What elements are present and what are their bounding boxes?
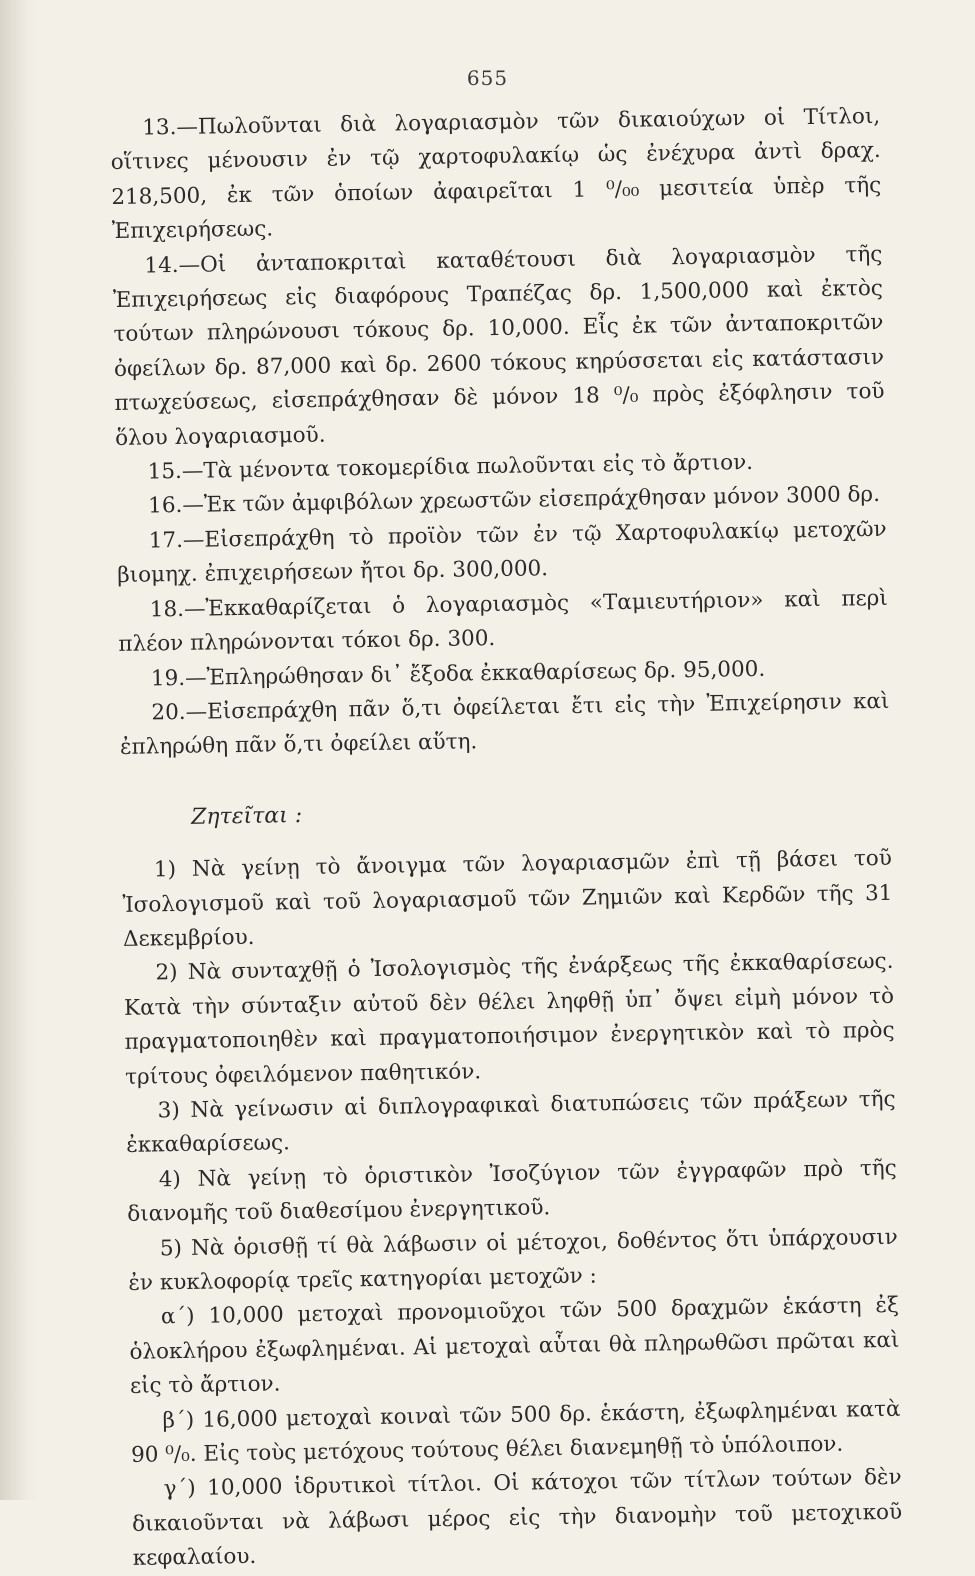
question-2: 2) Νὰ συνταχθῇ ὁ Ἰσολογισμὸς τῆς ἐνάρξεως τῆς ἐκκαθαρίσεως. Κατὰ τὴν σύνταξιν αὐτοῦ δὲν θέλει ληφθῇ ὑπ᾿ ὄψει εἰμὴ μόνον τὸ πραγματοποιηθὲν καὶ πραγματοποιήσιμον ἐνεργητικὸν καὶ τὸ πρὸς τρίτους ὀφειλόμενον παθητικόν. <box>123 949 895 1090</box>
share-category-b: β΄) 16,000 μετοχαὶ κοιναὶ τῶν 500 δρ. ἑκάστη, ἐξωφλημέναι κατὰ 90 ⁰/₀. Εἰς τοὺς μετόχους τούτους θέλει διανεμηθῇ τὸ ὑπόλοιπον. <box>130 1396 901 1468</box>
question-1: 1) Νὰ γείνῃ τὸ ἄνοιγμα τῶν λογαριασμῶν ἐπὶ τῇ βάσει τοῦ Ἰσολογισμοῦ καὶ τοῦ λογαριασμοῦ τῶν Ζημιῶν καὶ Κερδῶν τῆς 31 Δεκεμβρίου. <box>122 845 893 952</box>
item-13: 13.—Πωλοῦνται διὰ λογαριασμὸν τῶν δικαιούχων οἱ Τίτλοι, οἵτινες μένουσιν ἐν τῷ χαρτοφυλακίῳ ὡς ἐνέχυρα ἀντὶ δραχ. 218,500, ἐκ τῶν ὁποίων ἀφαιρεῖται 1 ⁰/₀₀ μεσιτεία ὑπὲρ τῆς Ἐπιχειρήσεως. <box>110 103 882 245</box>
item-17: 17.—Εἰσεπράχθη τὸ προϊὸν τῶν ἐν τῷ Χαρτοφυλακίῳ μετοχῶν βιομηχ. ἐπιχειρήσεων ἤτοι δρ. 300,000. <box>117 516 887 589</box>
item-18: 18.—Ἐκκαθαρίζεται ὁ λογαριασμὸς «Ταμιευτήριον» καὶ περὶ πλέον πληρώνονται τόκοι δρ. 300. <box>118 585 888 658</box>
share-category-a: α΄) 10,000 μετοχαὶ προνομιοῦχοι τῶν 500 δραχμῶν ἑκάστη ἐξ ὁλοκλήρου ἐξωφλημέναι. Αἱ μετοχαὶ αὗται θὰ πληρωθῶσι πρῶται καὶ εἰς τὸ ἄρτιον. <box>129 1293 900 1400</box>
item-20: 20.—Εἰσεπράχθη πᾶν ὅ,τι ὀφείλεται ἔτι εἰς τὴν Ἐπιχείρησιν καὶ ἐπληρώθη πᾶν ὅ,τι ὀφείλει αὕτη. <box>119 688 890 761</box>
question-3: 3) Νὰ γείνωσιν αἱ διπλογραφικαὶ διατυπώσεις τῶν πράξεων τῆς ἐκκαθαρίσεως. <box>126 1086 896 1159</box>
requirements-heading: Ζητεῖται : <box>190 802 303 830</box>
page-number: 655 <box>466 66 509 90</box>
question-4: 4) Νὰ γείνῃ τὸ ὁριστικὸν Ἰσοζύγιον τῶν ἐγγραφῶν πρὸ τῆς διανομῆς τοῦ διαθεσίμου ἐνεργητικοῦ. <box>127 1155 897 1228</box>
share-category-c: γ΄) 10,000 ἱδρυτικοὶ τίτλοι. Οἱ κάτοχοι τῶν τίτλων τούτων δὲν δικαιοῦνται νὰ λάβωσι μέρος εἰς τὴν διανομὴν τοῦ μετοχικοῦ κεφαλαίου. <box>131 1465 903 1572</box>
item-15: 15.—Τὰ μένοντα τοκομερίδια πωλοῦνται εἰς τὸ ἄρτιον. <box>147 450 754 485</box>
item-14: 14.—Οἱ ἀνταποκριταὶ καταθέτουσι διὰ λογαριασμὸν τῆς Ἐπιχειρήσεως εἰς διαφόρους Τραπέζας δρ. 1,500,000 καὶ ἐκτὸς τούτων πληρώνουσι τόκους δρ. 10,000. Εἷς ἐκ τῶν ἀνταποκριτῶν ὀφείλων δρ. 87,000 καὶ δρ. 2600 τόκους κηρύσσεται εἰς κατάστασιν πτωχεύσεως, εἰσεπράχθησαν δὲ μόνον 18 ⁰/₀ πρὸς ἐξόφλησιν τοῦ ὅλου λογαριασμοῦ. <box>112 241 885 451</box>
question-5: 5) Νὰ ὁρισθῇ τί θὰ λάβωσιν οἱ μέτοχοι, δοθέντος ὅτι ὑπάρχουσιν ἐν κυκλοφορίᾳ τρεῖς κατηγορίαι μετοχῶν : <box>128 1224 898 1296</box>
item-16: 16.—Ἐκ τῶν ἀμφιβόλων χρεωστῶν εἰσεπράχθησαν μόνον 3000 δρ. <box>148 482 881 519</box>
page-body <box>110 100 903 1576</box>
item-19: 19.—Ἐπληρώθησαν δι᾿ ἔξοδα ἐκκαθαρίσεως δρ. 95,000. <box>150 656 766 691</box>
page-binding-shadow <box>0 0 38 1500</box>
